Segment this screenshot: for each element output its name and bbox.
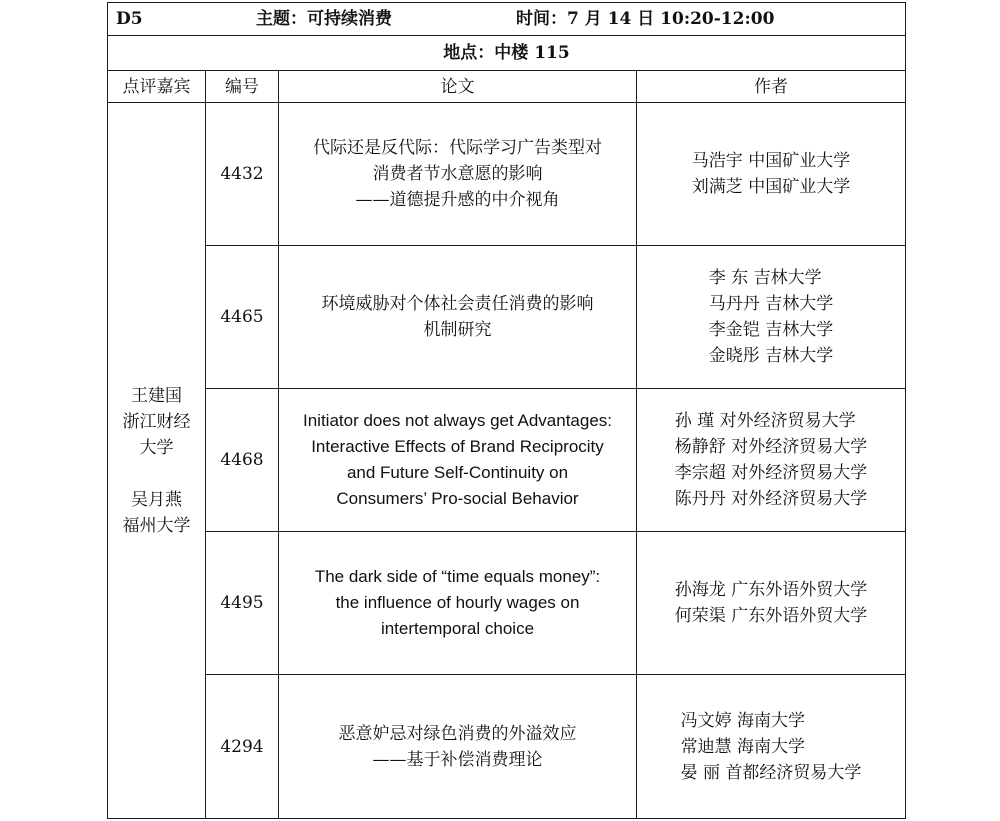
author-entry: 刘满芝 中国矿业大学	[691, 177, 851, 197]
paper-row	[108, 246, 906, 389]
paper-title-line: Consumers’ Pro-social Behavior	[336, 489, 579, 508]
column-header-paper: 论文	[279, 71, 637, 103]
paper-title-line: 环境威胁对个体社会责任消费的影响	[321, 294, 594, 314]
column-header-reviewer: 点评嘉宾	[108, 71, 206, 103]
author-entry: 马浩宇 中国矿业大学	[691, 151, 851, 171]
session-schedule-table	[107, 2, 906, 819]
location-row	[108, 36, 906, 71]
column-header-row	[108, 71, 906, 103]
paper-title	[279, 389, 637, 532]
author-entry: 常迪慧 海南大学	[680, 736, 805, 757]
author-entry: 杨静舒 对外经济贸易大学	[674, 437, 868, 457]
session-header-row	[108, 3, 906, 36]
paper-row	[108, 103, 906, 246]
session-location: 地点：中楼 115	[108, 36, 906, 71]
paper-authors	[637, 389, 906, 532]
paper-title-line: the influence of hourly wages on	[335, 593, 580, 612]
reviewer-affiliation: 浙江财经	[122, 411, 191, 432]
author-entry: 李 东 吉林大学	[708, 268, 822, 288]
column-header-number: 编号	[206, 71, 279, 103]
author-entry: 李宗超 对外经济贸易大学	[674, 463, 868, 483]
paper-title-line: and Future Self-Continuity on	[346, 463, 569, 482]
paper-title	[279, 532, 637, 675]
paper-title	[279, 246, 637, 389]
reviewer-spacer	[108, 461, 205, 487]
paper-row	[108, 532, 906, 675]
paper-title-line: intertemporal choice	[380, 619, 535, 638]
reviewer-name: 王建国	[131, 385, 182, 406]
paper-authors	[637, 103, 906, 246]
paper-title-line: 代际还是反代际：代际学习广告类型对	[313, 138, 602, 158]
paper-authors	[637, 675, 906, 819]
session-theme: 主题：可持续消费	[256, 9, 392, 29]
paper-authors	[637, 246, 906, 389]
reviewer-cell	[108, 103, 206, 819]
session-header-cell	[108, 3, 906, 36]
author-entry: 孙海龙 广东外语外贸大学	[674, 580, 868, 600]
paper-title-line: 消费者节水意愿的影响	[372, 164, 543, 184]
paper-authors	[637, 532, 906, 675]
paper-title-line: ——道德提升感的中介视角	[355, 190, 560, 210]
author-entry: 晏 丽 首都经济贸易大学	[680, 762, 862, 783]
paper-title-line: 恶意妒忌对绿色消费的外溢效应	[338, 723, 577, 744]
author-entry: 马丹丹 吉林大学	[708, 294, 834, 314]
paper-title-line: ——基于补偿消费理论	[372, 749, 543, 770]
session-time: 时间：7 月 14 日 10:20-12:00	[516, 9, 775, 29]
paper-title-line: Initiator does not always get Advantages:	[302, 411, 613, 430]
paper-number: 4294	[206, 675, 279, 819]
author-entry: 金晓彤 吉林大学	[708, 346, 834, 366]
paper-title-line: Interactive Effects of Brand Reciprocity	[311, 437, 604, 456]
paper-title	[279, 675, 637, 819]
reviewer-affiliation: 大学	[139, 437, 174, 458]
paper-number: 4465	[206, 246, 279, 389]
paper-row	[108, 389, 906, 532]
paper-number: 4432	[206, 103, 279, 246]
author-entry: 何荣渠 广东外语外贸大学	[674, 606, 868, 626]
session-id: D5	[116, 9, 143, 29]
paper-title-line: 机制研究	[423, 320, 492, 340]
paper-number: 4495	[206, 532, 279, 675]
author-entry: 冯文婷 海南大学	[680, 710, 805, 731]
reviewer-name: 吴月燕	[131, 489, 182, 510]
paper-title	[279, 103, 637, 246]
paper-row	[108, 675, 906, 819]
paper-number: 4468	[206, 389, 279, 532]
reviewer-affiliation: 福州大学	[122, 515, 191, 536]
paper-title-line: The dark side of “time equals money”:	[314, 567, 601, 586]
author-entry: 孙 瑾 对外经济贸易大学	[674, 411, 856, 431]
column-header-authors: 作者	[637, 71, 906, 103]
author-entry: 陈丹丹 对外经济贸易大学	[674, 489, 868, 509]
author-entry: 李金铠 吉林大学	[708, 320, 834, 340]
